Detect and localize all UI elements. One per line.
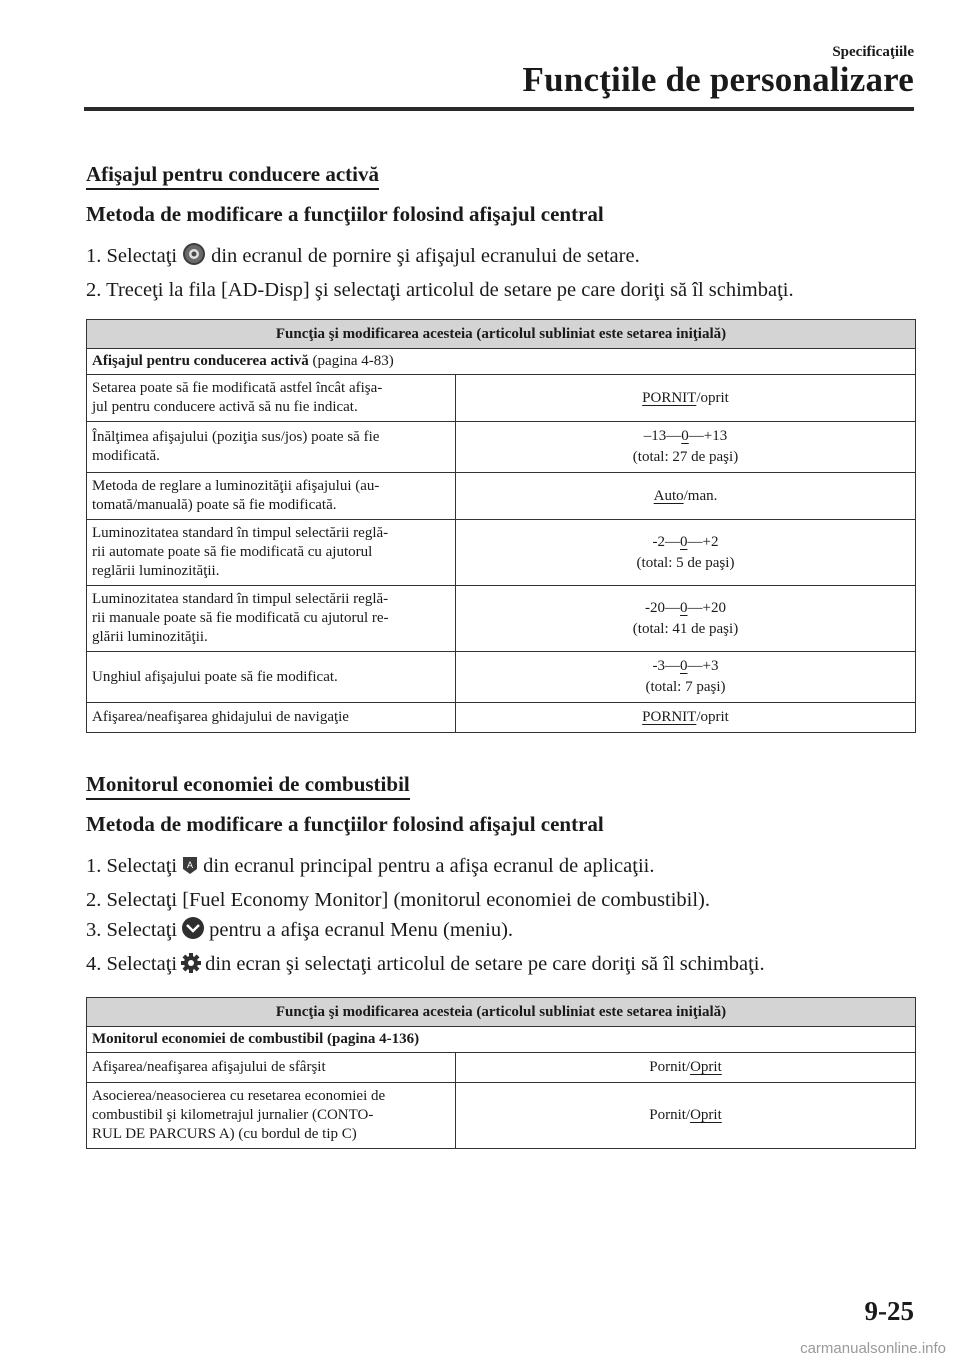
step-item: 1. Selectaţi din ecranul de pornire şi afişajul ecranului de setare.	[86, 241, 916, 275]
default-value: PORNIT	[642, 709, 697, 725]
default-value: Oprit	[690, 1059, 722, 1075]
setting-description: Luminozitatea standard în timpul selectării reglă- rii manuale poate să fie modificată cu ajutorul re- glării luminozităţii.	[87, 586, 456, 652]
chevron-down-circle-icon	[180, 916, 206, 949]
table-row	[87, 473, 916, 520]
setting-value: –13―0―+13 (total: 27 de paşi)	[456, 422, 916, 473]
default-value: 0	[681, 428, 689, 444]
table-row	[87, 1083, 916, 1149]
section-fuel-economy-monitor	[86, 772, 916, 1149]
setting-value: Pornit/Oprit	[456, 1053, 916, 1083]
table-header: Funcţia şi modificarea acesteia (articolul subliniat este setarea iniţială)	[87, 320, 916, 349]
watermark: carmanualsonline.info	[800, 1340, 946, 1357]
setting-value: -3―0―+3 (total: 7 paşi)	[456, 652, 916, 703]
setting-value: -2―0―+2 (total: 5 de paşi)	[456, 520, 916, 586]
default-value: Oprit	[690, 1107, 722, 1123]
header-divider	[84, 107, 914, 111]
setting-description: Setarea poate să fie modificată astfel încât afişa- jul pentru conducere activă să nu fie indicat.	[87, 375, 456, 422]
setting-value: PORNIT/oprit	[456, 375, 916, 422]
applications-icon	[180, 854, 200, 885]
setting-value: -20―0―+20 (total: 41 de paşi)	[456, 586, 916, 652]
table-row	[87, 375, 916, 422]
setting-description: Metoda de reglare a luminozităţii afişajului (au- tomată/manuală) poate să fie modificată.	[87, 473, 456, 520]
steps-list	[86, 851, 916, 983]
page-number: 9-25	[864, 1296, 914, 1326]
method-heading: Metoda de modificare a funcţiilor folosind afişajul central	[86, 812, 604, 836]
section-active-driving-display	[86, 162, 916, 733]
table-row	[87, 1053, 916, 1083]
table-group-row: Afişajul pentru conducerea activă (pagina 4-83)	[87, 349, 916, 375]
setting-description: Asocierea/neasocierea cu resetarea economiei de combustibil şi kilometrajul jurnalier (CONTO- RUL DE PARCURS A) (cu bordul de tip C)	[87, 1083, 456, 1149]
table-row	[87, 520, 916, 586]
table-row	[87, 652, 916, 703]
setting-value: Pornit/Oprit	[456, 1083, 916, 1149]
default-value: 0	[680, 658, 688, 674]
step-item: 1. Selectaţi A din ecranul principal pentru a afişa ecranul de aplicaţii.	[86, 851, 916, 885]
default-value: 0	[680, 599, 688, 616]
settings-gear-icon	[180, 242, 208, 275]
method-heading: Metoda de modificare a funcţiilor folosind afişajul central	[86, 202, 604, 226]
section-title: Monitorul economiei de combustibil	[86, 772, 410, 800]
setting-description: Afişarea/neafişarea afişajului de sfârşit	[87, 1053, 456, 1083]
default-value: Auto	[653, 487, 684, 504]
setting-description: Afişarea/neafişarea ghidajului de navigaţie	[87, 703, 456, 733]
setting-value: PORNIT/oprit	[456, 703, 916, 733]
step-item: 4. Selectaţi din ecran şi selectaţi articolul de setare pe care doriţi să îl schimbaţi.	[86, 949, 916, 983]
steps-list	[86, 241, 916, 305]
setting-description: Înălţimea afişajului (poziţia sus/jos) poate să fie modificată.	[87, 422, 456, 473]
table-row	[87, 586, 916, 652]
setting-description: Luminozitatea standard în timpul selectării reglă- rii automate poate să fie modificată cu ajutorul reglării luminozităţii.	[87, 520, 456, 586]
setting-value: Auto/man.	[456, 473, 916, 520]
step-item: 2. Selectaţi [Fuel Economy Monitor] (monitorul economiei de combustibil).	[86, 889, 710, 911]
default-value: 0	[680, 533, 688, 550]
chapter-label: Specificaţiile	[832, 44, 914, 60]
table-group-row: Monitorul economiei de combustibil (pagina 4-136)	[87, 1027, 916, 1053]
table-header: Funcţia şi modificarea acesteia (articolul subliniat este setarea iniţială)	[87, 998, 916, 1027]
section-title: Afişajul pentru conducere activă	[86, 162, 379, 190]
step-item: 2. Treceţi la fila [AD-Disp] şi selectaţi articolul de setare pe care doriţi să îl schimbaţi.	[86, 279, 794, 301]
step-item: 3. Selectaţi pentru a afişa ecranul Menu (meniu).	[86, 915, 916, 949]
settings-table	[86, 319, 916, 733]
table-row	[87, 422, 916, 473]
setting-description: Unghiul afişajului poate să fie modificat.	[87, 652, 456, 703]
page-title: Funcţiile de personalizare	[522, 60, 914, 99]
svg-text:A: A	[187, 860, 194, 870]
table-row	[87, 703, 916, 733]
settings-table	[86, 997, 916, 1149]
default-value: PORNIT	[642, 389, 697, 406]
gear-icon	[180, 952, 202, 983]
